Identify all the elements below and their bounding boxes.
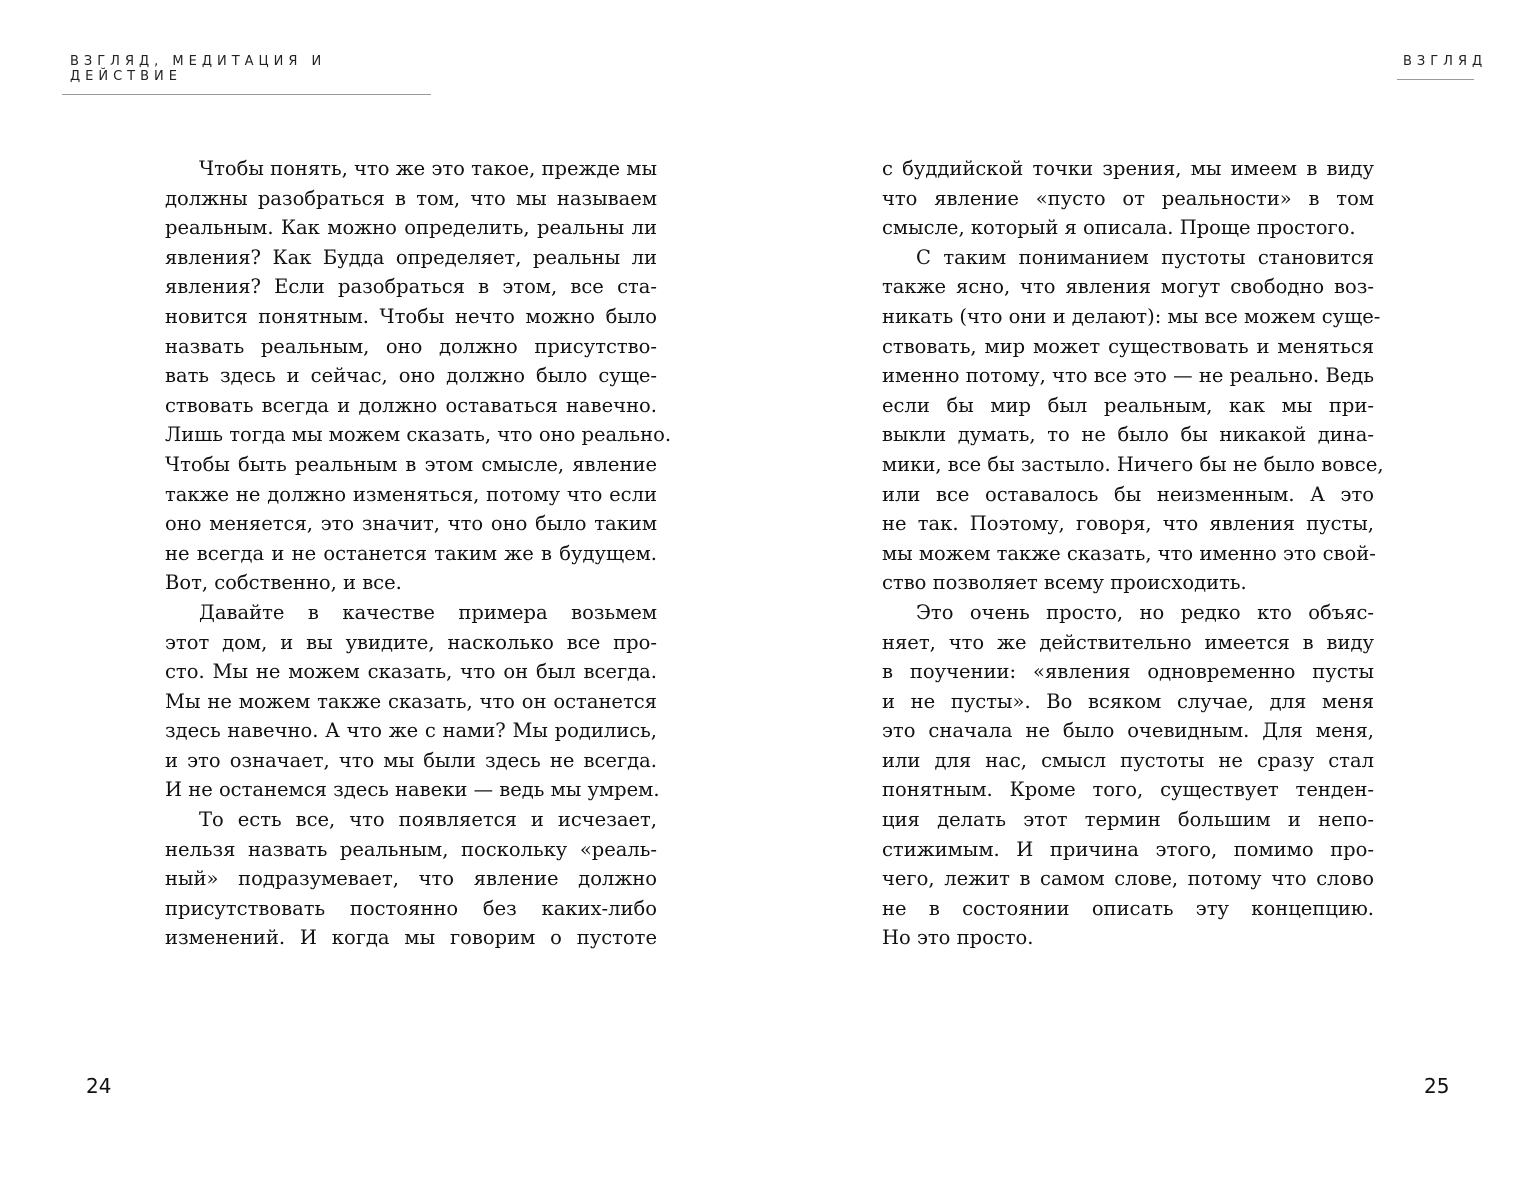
text-line: сто. Мы не можем сказать, что он был всегда.: [165, 660, 657, 684]
text-line: это сначала не было очевидным. Для меня,: [882, 719, 1374, 743]
text-line: новится понятным. Чтобы нечто можно было: [165, 304, 657, 328]
text-line: никать (что они и делают): мы все можем суще-: [882, 304, 1381, 328]
text-line: Вот, собственно, и все.: [165, 571, 402, 595]
text-line: смысле, который я описала. Проще простого.: [882, 216, 1356, 240]
text-line: Чтобы быть реальным в этом смысле, явление: [165, 452, 657, 476]
text-line: также ясно, что явления могут свободно воз-: [882, 275, 1374, 299]
text-line: явления? Как Будда определяет, реальны ли: [165, 245, 657, 269]
running-header-right: ВЗГЛЯД: [1397, 54, 1474, 80]
page-number-right: 25: [1424, 1074, 1450, 1098]
text-line: мики, все бы застыло. Ничего бы не было вовсе,: [882, 452, 1384, 476]
text-line: вать здесь и сейчас, оно должно было суще-: [165, 364, 657, 388]
running-header-left: ВЗГЛЯД, МЕДИТАЦИЯ И ДЕЙСТВИЕ: [62, 54, 431, 95]
text-line: не так. Поэтому, говоря, что явления пусты,: [882, 512, 1374, 536]
text-line: назвать реальным, оно должно присутство-: [165, 334, 657, 358]
text-line: этот дом, и вы увидите, насколько все про-: [165, 630, 657, 654]
text-line: понятным. Кроме того, существует тенден-: [882, 778, 1374, 802]
text-line: в поучении: «явления одновременно пусты: [882, 660, 1374, 684]
text-line: ствовать, мир может существовать и меняться: [882, 334, 1374, 358]
left-page-body: [165, 154, 672, 953]
text-line: Давайте в качестве примера возьмем: [199, 600, 657, 624]
text-line: и это означает, что мы были здесь не всегда.: [165, 748, 657, 772]
text-line: не в состоянии описать эту концепцию.: [882, 896, 1374, 920]
text-line: или для нас, смысл пустоты не сразу стал: [882, 748, 1374, 772]
right-page-body: [882, 154, 1384, 953]
text-line: И не останемся здесь навеки — ведь мы умрем.: [165, 778, 660, 802]
page-number-left: 24: [86, 1074, 112, 1098]
text-line: выкли думать, то не было бы никакой дина-: [882, 423, 1374, 447]
text-line: ция делать этот термин большим и непо-: [882, 808, 1374, 832]
text-line: Лишь тогда мы можем сказать, что оно реально.: [165, 423, 672, 447]
text-line: с буддийской точки зрения, мы имеем в виду: [882, 157, 1374, 180]
text-line: ствовать всегда и должно оставаться навечно.: [165, 393, 657, 417]
text-line: стижимым. И причина этого, помимо про-: [882, 837, 1374, 861]
text-line: ство позволяет всему происходить.: [882, 571, 1247, 595]
text-line: если бы мир был реальным, как мы при-: [882, 393, 1374, 417]
text-line: или все оставалось бы неизменным. А это: [882, 482, 1374, 506]
text-line: Это очень просто, но редко кто объяс-: [916, 600, 1374, 624]
text-line: не всегда и не останется таким же в будущем.: [165, 541, 657, 565]
text-line: То есть все, что появляется и исчезает,: [199, 808, 657, 832]
text-line: также не должно изменяться, потому что если: [165, 482, 657, 506]
text-line: изменений. И когда мы говорим о пустоте: [165, 926, 657, 950]
text-line: именно потому, что все это — не реально. Ведь: [882, 364, 1374, 388]
text-line: присутствовать постоянно без каких-либо: [165, 896, 657, 920]
text-line: чего, лежит в самом слове, потому что слово: [882, 867, 1374, 891]
text-line: здесь навечно. А что же с нами? Мы родились,: [165, 719, 657, 743]
text-line: Чтобы понять, что же это такое, прежде мы: [199, 157, 657, 180]
text-line: няет, что же действительно имеется в виду: [882, 630, 1374, 654]
text-line: что явление «пусто от реальности» в том: [882, 186, 1374, 210]
text-line: оно меняется, это значит, что оно было таким: [165, 512, 657, 536]
text-line: нельзя назвать реальным, поскольку «реаль-: [165, 837, 657, 861]
text-line: явления? Если разобраться в этом, все ста-: [165, 275, 657, 299]
text-line: и не пусты». Во всяком случае, для меня: [882, 689, 1374, 713]
text-line: должны разобраться в том, что мы называем: [165, 186, 657, 210]
text-line: С таким пониманием пустоты становится: [916, 245, 1374, 269]
text-line: ный» подразумевает, что явление должно: [165, 867, 657, 891]
text-line: реальным. Как можно определить, реальны ли: [165, 216, 657, 240]
text-line: Но это просто.: [882, 926, 1034, 950]
text-line: мы можем также сказать, что именно это свой-: [882, 541, 1376, 565]
text-line: Мы не можем также сказать, что он останется: [165, 689, 657, 713]
